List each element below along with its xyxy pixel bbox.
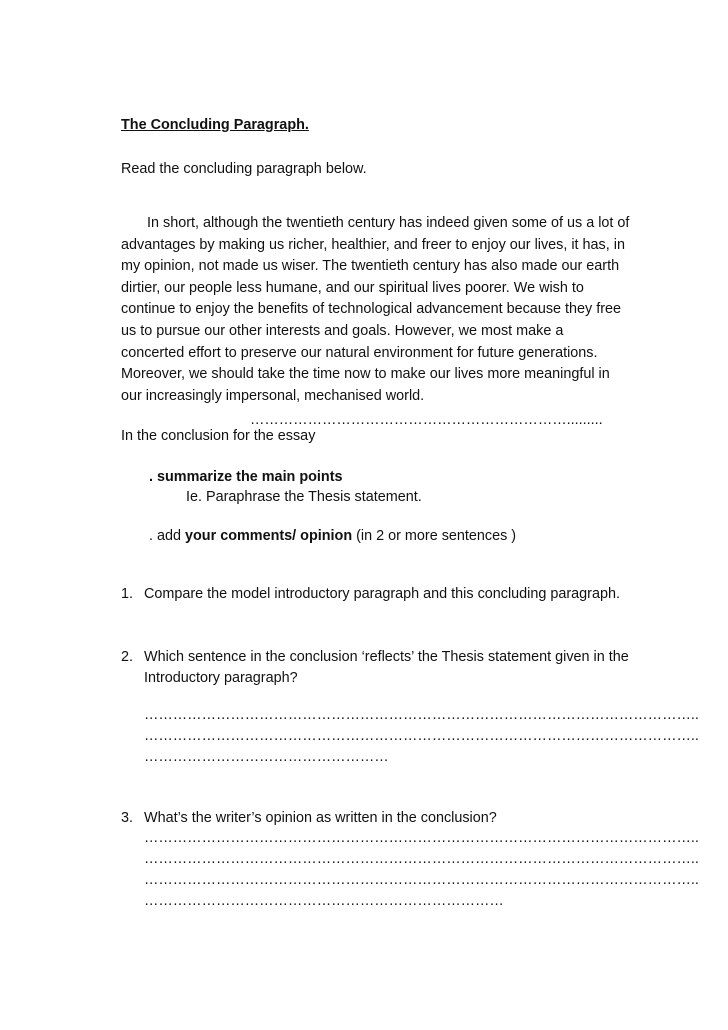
answer-line: …………………………………………… [144,749,389,765]
question-2-text-cont: Introductory paragraph? [144,670,298,686]
bullet-comments [149,528,516,544]
bullet-summarize-detail: Ie. Paraphrase the Thesis statement. [186,489,422,505]
dotted-separator: …………………………………………………………......... [250,412,603,428]
paragraph-line: Moreover, we should take the time now to make our lives more meaningful in [121,366,610,383]
bullet-comments-bold: your comments/ opinion [185,528,353,544]
answer-line: ………………………………………………………………… [144,893,504,909]
concluding-paragraph [121,213,646,407]
bullet-summarize: . summarize the main points [149,469,343,485]
paragraph-line: us to pursue our other interests and goals. However, we most make a [121,322,564,339]
instruction-text: Read the concluding paragraph below. [121,161,367,177]
page-title: The Concluding Paragraph. [121,117,309,133]
paragraph-line: In short, although the twentieth century has indeed given some of us a lot of [147,215,630,231]
paragraph-line: our increasingly impersonal, mechanised world. [121,387,425,404]
answer-line: …………………………………………………………………………………………………….. [144,851,699,867]
paragraph-line: advantages by making us richer, healthier, and freer to enjoy our lives, it has, in [121,236,625,253]
bullet-comments-prefix: . add [149,528,186,544]
question-2-text: Which sentence in the conclusion ‘reflects’ the Thesis statement given in the [144,649,629,665]
answer-line: …………………………………………………………………………………………………….. [144,728,699,744]
paragraph-line: concerted effort to preserve our natural environment for future generations. [121,344,598,361]
answer-line: …………………………………………………………………………………………………….. [144,830,699,846]
answer-line: …………………………………………………………………………………………………….. [144,872,699,888]
bullet-comments-suffix: (in 2 or more sentences ) [352,528,517,544]
question-3-number: 3. [121,810,134,826]
question-1-number: 1. [121,586,134,602]
conclusion-heading: In the conclusion for the essay [121,428,316,444]
answer-line: …………………………………………………………………………………………………….. [144,707,699,723]
paragraph-line: my opinion, not made us wiser. The twentieth century has also made our earth [121,258,620,275]
question-2-number: 2. [121,649,134,665]
paragraph-line: dirtier, our people less humane, and our spiritual lives poorer. We wish to [121,279,584,296]
paragraph-line: continue to enjoy the benefits of technological advancement because they free [121,301,622,318]
question-1-text: Compare the model introductory paragraph and this concluding paragraph. [144,586,620,602]
question-3-text: What’s the writer’s opinion as written in the conclusion? [144,810,497,826]
